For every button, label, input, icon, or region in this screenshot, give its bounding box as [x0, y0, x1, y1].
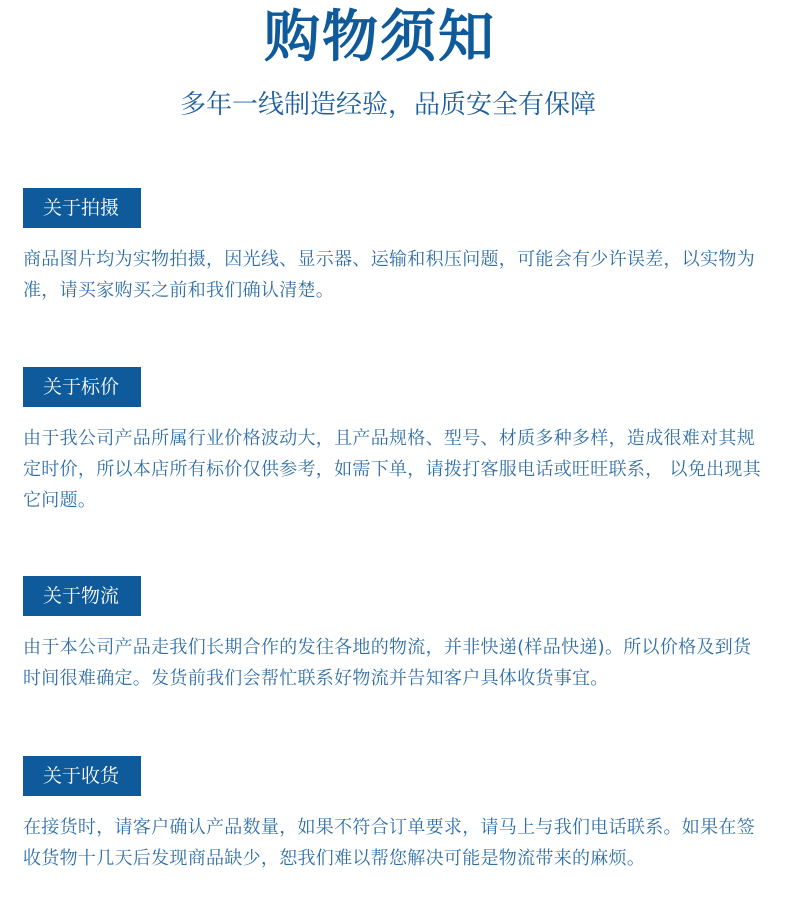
section-logistics: [23, 576, 768, 694]
section-label: 关于收货: [23, 756, 141, 796]
section-photography: [23, 188, 768, 306]
section-text: 商品图片均为实物拍摄，因光线、显示器、运输和积压问题，可能会有少许误差，以实物为准，请买家购买之前和我们确认清楚。: [23, 249, 755, 301]
section-receiving: [23, 756, 768, 874]
section-pricing: [23, 367, 768, 516]
section-text: 由于我公司产品所属行业价格波动大，且产品规格、型号、材质多种多样，造成很难对其规定时价，所以本店所有标价仅供参考，如需下单，请拨打客服电话或旺旺联系， 以免出现其它问题。: [23, 428, 762, 511]
section-label: 关于物流: [23, 576, 141, 616]
page-title: 购物须知: [264, 5, 496, 70]
page-subtitle: 多年一线制造经验，品质安全有保障: [179, 90, 596, 120]
section-label: 关于拍摄: [23, 188, 141, 228]
section-text: 在接货时，请客户确认产品数量，如果不符合订单要求，请马上与我们电话联系。如果在签收货物十几天后发现商品缺少，恕我们难以帮您解决可能是物流带来的麻烦。: [23, 817, 755, 869]
section-text: 由于本公司产品走我们长期合作的发往各地的物流，并非快递(样品快递)。所以价格及到货时间很难确定。发货前我们会帮忙联系好物流并告知客户具体收货事宜。: [23, 637, 752, 689]
section-label: 关于标价: [23, 367, 141, 407]
